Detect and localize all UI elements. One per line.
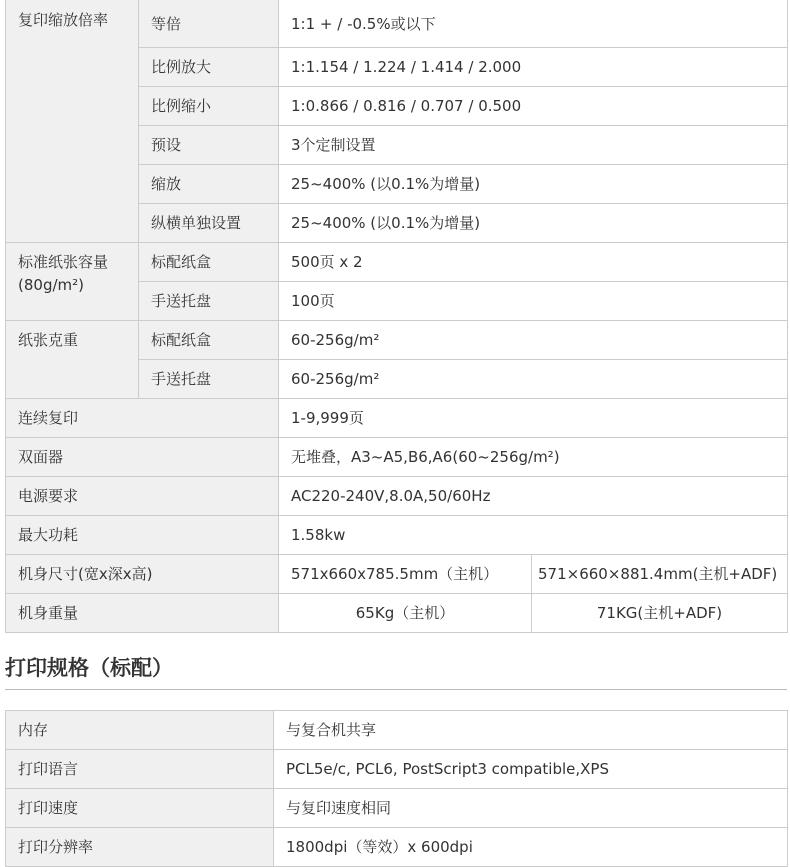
weight-main-value: 65Kg（主机） (279, 594, 532, 633)
print-spec-table (5, 710, 788, 867)
zoom-equal-value: 1:1 + / -0.5%或以下 (279, 0, 788, 48)
capacity-bypass-value: 100页 (279, 282, 788, 321)
weight-label: 机身重量 (6, 594, 279, 633)
capacity-bypass-name: 手送托盘 (139, 282, 279, 321)
dimensions-main-value: 571x660x785.5mm（主机） (279, 555, 532, 594)
paper-capacity-label (6, 243, 139, 321)
weight-bypass-value: 60-256g/m² (279, 360, 788, 399)
zoom-preset-name: 预设 (139, 126, 279, 165)
paper-capacity-label-line1: 标准纸张容量 (18, 253, 109, 271)
table-row (6, 594, 788, 633)
print-resolution-label: 打印分辨率 (6, 828, 274, 867)
print-language-label: 打印语言 (6, 750, 274, 789)
paper-weight-label: 纸张克重 (6, 321, 139, 399)
table-row (6, 438, 788, 477)
zoom-reduce-value: 1:0.866 / 0.816 / 0.707 / 0.500 (279, 87, 788, 126)
power-label: 电源要求 (6, 477, 279, 516)
table-row (6, 477, 788, 516)
weight-adf-value: 71KG(主机+ADF) (532, 594, 788, 633)
capacity-tray-value: 500页 x 2 (279, 243, 788, 282)
memory-value: 与复合机共享 (274, 711, 788, 750)
max-power-label: 最大功耗 (6, 516, 279, 555)
duplexer-label: 双面器 (6, 438, 279, 477)
zoom-scale-value: 25~400% (以0.1%为增量) (279, 165, 788, 204)
duplexer-value: 无堆叠，A3~A5,B6,A6(60~256g/m²) (279, 438, 788, 477)
dimensions-adf-value: 571×660×881.4mm(主机+ADF) (532, 555, 788, 594)
zoom-reduce-name: 比例缩小 (139, 87, 279, 126)
continuous-copy-value: 1-9,999页 (279, 399, 788, 438)
continuous-copy-label: 连续复印 (6, 399, 279, 438)
power-value: AC220-240V,8.0A,50/60Hz (279, 477, 788, 516)
zoom-scale-name: 缩放 (139, 165, 279, 204)
table-row (6, 0, 788, 48)
table-row (6, 399, 788, 438)
table-row (6, 789, 788, 828)
capacity-tray-name: 标配纸盒 (139, 243, 279, 282)
zoom-ratio-label: 复印缩放倍率 (6, 0, 139, 243)
zoom-enlarge-name: 比例放大 (139, 48, 279, 87)
zoom-equal-name: 等倍 (139, 0, 279, 48)
dimensions-label: 机身尺寸(宽x深x高) (6, 555, 279, 594)
weight-tray-value: 60-256g/m² (279, 321, 788, 360)
print-resolution-value: 1800dpi（等效）x 600dpi (274, 828, 788, 867)
table-row (6, 711, 788, 750)
table-row (6, 750, 788, 789)
zoom-xy-value: 25~400% (以0.1%为增量) (279, 204, 788, 243)
paper-capacity-label-line2: (80g/m²) (18, 276, 84, 294)
table-row (6, 555, 788, 594)
table-row (6, 321, 788, 360)
zoom-enlarge-value: 1:1.154 / 1.224 / 1.414 / 2.000 (279, 48, 788, 87)
copy-spec-table (5, 0, 788, 633)
section-title: 打印规格（标配） (5, 656, 173, 680)
print-language-value: PCL5e/c, PCL6, PostScript3 compatible,XPS (274, 750, 788, 789)
table-row (6, 516, 788, 555)
print-speed-label: 打印速度 (6, 789, 274, 828)
memory-label: 内存 (6, 711, 274, 750)
zoom-xy-name: 纵横单独设置 (139, 204, 279, 243)
weight-bypass-name: 手送托盘 (139, 360, 279, 399)
table-row (6, 243, 788, 282)
zoom-preset-value: 3个定制设置 (279, 126, 788, 165)
print-speed-value: 与复印速度相同 (274, 789, 788, 828)
section-divider (5, 689, 787, 690)
weight-tray-name: 标配纸盒 (139, 321, 279, 360)
table-row (6, 828, 788, 867)
max-power-value: 1.58kw (279, 516, 788, 555)
